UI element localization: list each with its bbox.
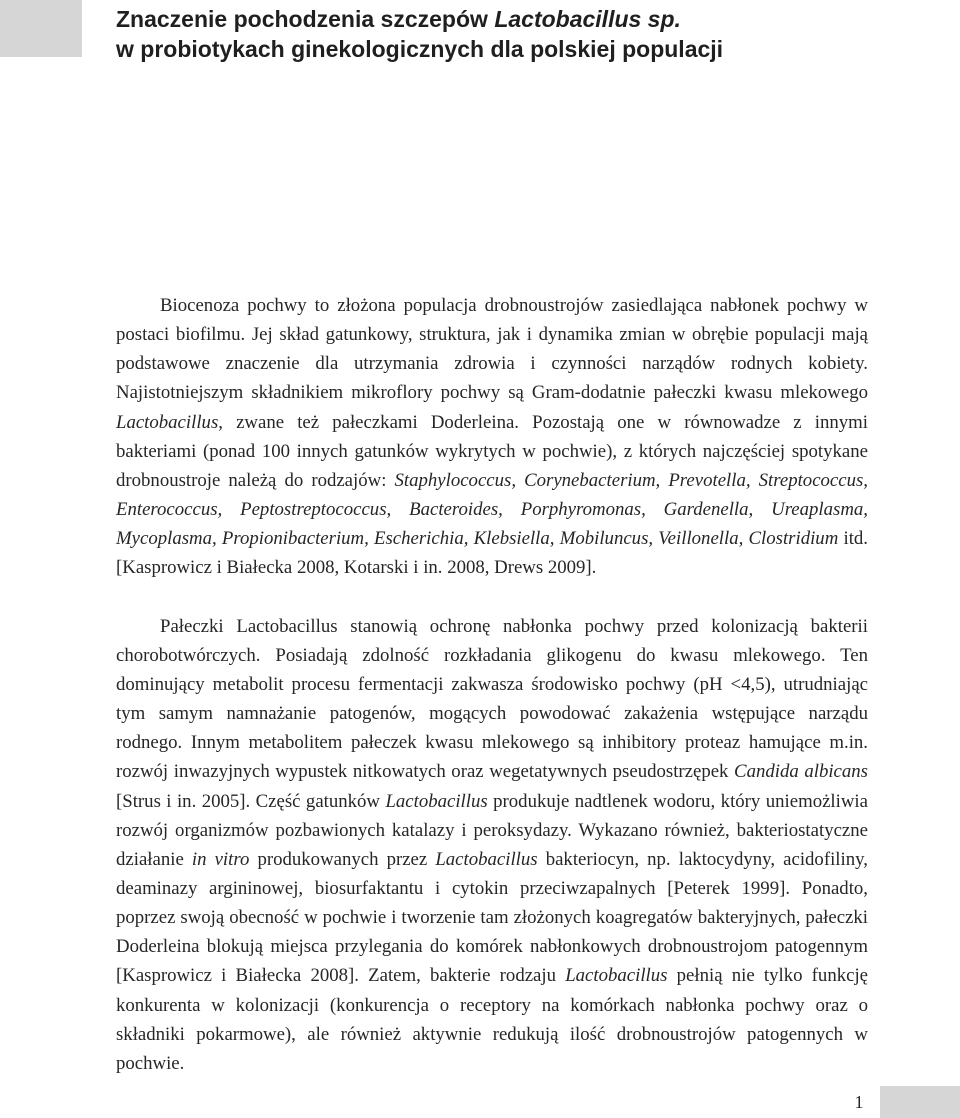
text-run: Pałeczki Lactobacillus stanowią ochronę nabłonka pochwy przed kolonizacją bakterii chorobotwórczych. Posiadają zdolność rozkładania glikogenu do kwasu mlekowego. Ten dominujący metabolit procesu fermentacji zakwasza środowisko pochwy (pH <4,5), utrudniając tym samym namnażanie patogenów, mogących powodować zakażenia wstępujące narządu rodnego. Innym metabolitem pałeczek kwasu mlekowego są inhibitory proteaz hamujące m.in. rozwój inwazyjnych wypustek nitkowatych oraz wegetatywnych pseudostrzępek — [116, 615, 868, 783]
paragraph — [116, 612, 868, 1079]
italic-term: Candida albicans — [734, 761, 868, 783]
text-run: [Strus i in. 2005]. Część gatunków — [116, 790, 386, 812]
body-text — [116, 291, 868, 1078]
text-run: itd. [Kasprowicz i Białecka 2008, Kotarski i in. 2008, Drews 2009]. — [116, 528, 868, 579]
italic-term: Lactobacillus — [385, 790, 488, 812]
text-run: bakteriocyn, np. laktocydyny, acidofiliny, deaminazy argininowej, biosurfaktantu i cytokin przeciwzapalnych [Peterek 1999]. Ponadto, poprzez swoją obecność w pochwie i tworzenie tam złożonych koagregatów bakteryjnych, pałeczki Doderleina blokują miejsca przylegania do komórek nabłonkowych drobnoustrojom patogennym [Kasprowicz i Białecka 2008]. Zatem, bakterie rodzaju — [116, 848, 868, 987]
text-run: Biocenoza pochwy to złożona populacja drobnoustrojów zasiedlająca nabłonek pochwy w postaci biofilmu. Jej skład gatunkowy, struktura, jak i dynamika zmian w obrębie populacji mają podstawowe znaczenie dla utrzymania zdrowia i czynności narządów rodnych kobiety. Najistotniejszym składnikiem mikroflory pochwy są Gram-dodatnie pałeczki kwasu mlekowego — [116, 295, 868, 404]
italic-term: Lactobacillus — [435, 848, 538, 870]
italic-term: Staphylococcus, Corynebacterium, Prevotella, Streptococcus, Enterococcus, Peptostreptococcus, Bacteroides, Porphyromonas, Gardenella, Ureaplasma, Mycoplasma, Propionibacterium, Escherichia, Klebsiella, Mobiluncus, Veillonella, Clostridium — [116, 469, 868, 550]
corner-tab-decoration — [0, 0, 82, 57]
text-run: produkuje nadtlenek wodoru, który uniemożliwia rozwój organizmów pozbawionych katalazy i peroksydazy. Wykazano również, bakteriostatyczne działanie — [116, 790, 868, 870]
italic-term: Lactobacillus — [565, 965, 668, 987]
text-run: , zwane też pałeczkami Doderleina. Pozostają one w równowadze z innymi bakteriami (ponad 100 innych gatunków wykrytych w pochwie), z których najczęściej spotykane drobnoustroje należą do rodzajów: — [116, 411, 868, 491]
title-genus-italic: Lactobacillus sp. — [494, 6, 681, 32]
paragraph — [116, 291, 868, 583]
page-number-tab-decoration — [880, 1086, 960, 1118]
title-line-2: w probiotykach ginekologicznych dla polskiej populacji — [116, 36, 724, 62]
italic-term: in vitro — [191, 848, 250, 870]
page-number: 1 — [854, 1092, 864, 1112]
text-run: produkowanych przez — [249, 848, 436, 870]
text-run: pełnią nie tylko funkcję konkurenta w kolonizacji (konkurencja o receptory na komórkach nabłonka pochwy oraz o składniki pokarmowe), ale również aktywnie redukują ilość drobnoustrojów patogennych w pochwie. — [116, 965, 868, 1074]
title-line-1 — [116, 4, 936, 34]
page-title — [116, 4, 936, 64]
title-line-1-text: Znaczenie pochodzenia szczepów — [116, 6, 495, 32]
italic-term: Lactobacillus — [116, 411, 219, 433]
